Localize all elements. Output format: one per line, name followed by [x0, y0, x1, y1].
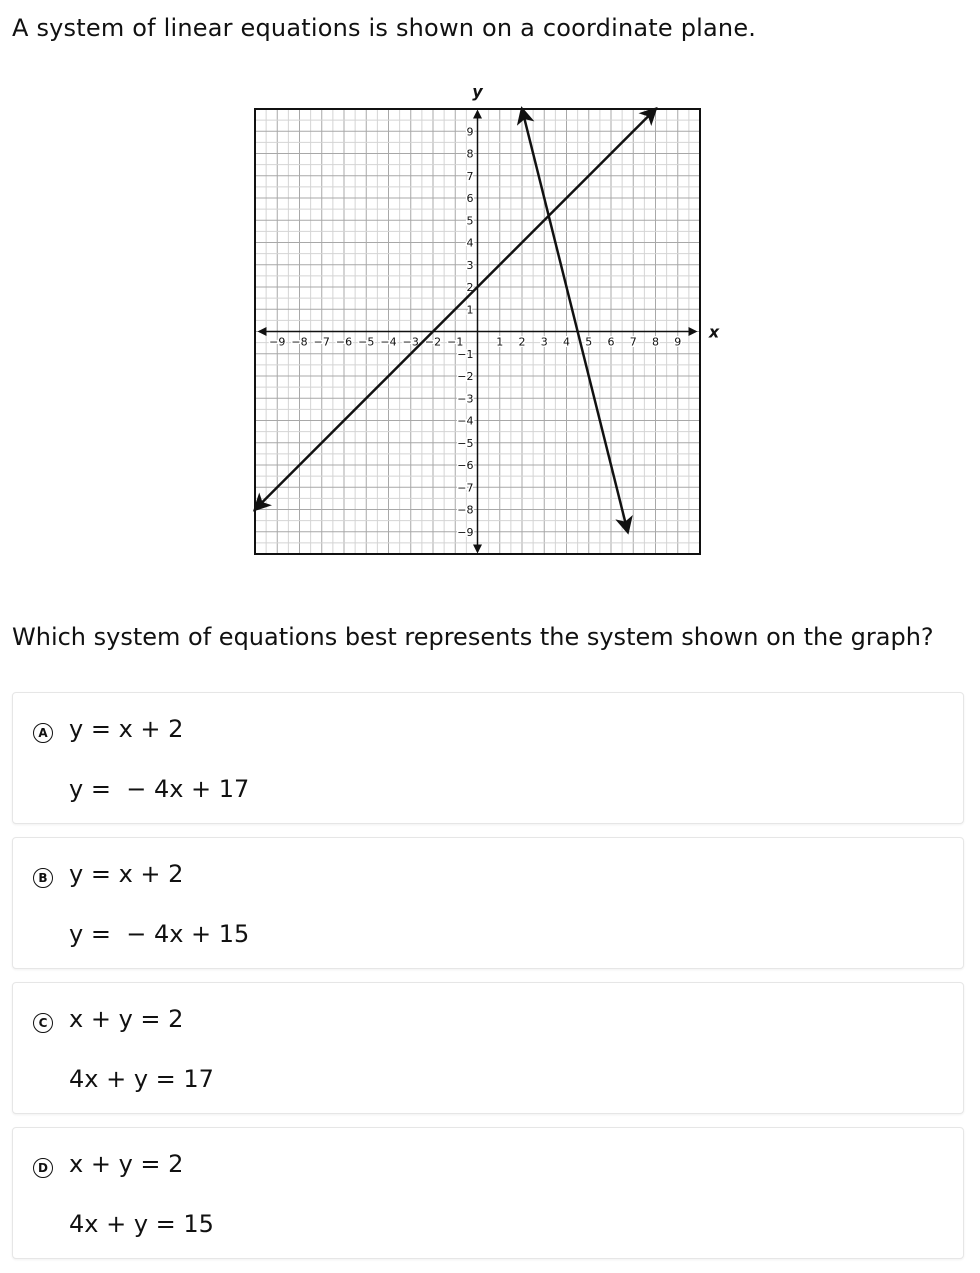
x-tick-label: 1 [496, 335, 504, 349]
option-b-equation-2: y = − 4x + 15 [69, 920, 250, 948]
x-tick-label: 5 [585, 335, 593, 349]
graph-svg [248, 80, 718, 570]
x-tick-label: −7 [313, 335, 330, 349]
answer-options [12, 692, 964, 1272]
option-d-equation-2: 4x + y = 15 [69, 1210, 214, 1238]
option-b-equation-1: y = x + 2 [69, 860, 184, 888]
prompt-text: A system of linear equations is shown on a coordinate plane. [12, 14, 757, 42]
x-tick-label: −3 [402, 335, 419, 349]
x-tick-label: 2 [518, 335, 526, 349]
y-tick-label: −9 [457, 525, 474, 539]
y-tick-label: 5 [466, 214, 474, 228]
option-a-letter-badge: A [33, 723, 53, 743]
option-c[interactable] [12, 982, 964, 1114]
x-tick-label: 6 [607, 335, 615, 349]
x-tick-label: 9 [674, 335, 682, 349]
x-tick-label: 7 [629, 335, 637, 349]
y-tick-label: −8 [457, 503, 474, 517]
y-tick-label: −6 [457, 459, 474, 472]
y-tick-label: 6 [466, 192, 474, 205]
option-c-equation-1: x + y = 2 [69, 1005, 184, 1033]
x-tick-label: −9 [269, 335, 286, 349]
y-axis-label: y [472, 82, 483, 101]
coordinate-plane [248, 80, 718, 570]
question-text: Which system of equations best represents the system shown on the graph? [12, 623, 934, 651]
y-tick-label: −3 [457, 392, 474, 406]
x-tick-label: −5 [358, 335, 375, 349]
y-tick-label: 1 [466, 303, 474, 317]
option-b[interactable] [12, 837, 964, 969]
option-c-equation-2: 4x + y = 17 [69, 1065, 214, 1093]
y-tick-label: −4 [457, 414, 474, 428]
option-c-letter-badge: C [33, 1013, 53, 1033]
y-tick-label: −5 [457, 436, 474, 450]
x-tick-label: 3 [540, 335, 548, 349]
x-tick-label: −4 [380, 335, 397, 349]
option-d[interactable] [12, 1127, 964, 1259]
option-a-equation-1: y = x + 2 [69, 715, 184, 743]
y-tick-label: −2 [457, 370, 474, 383]
option-b-letter-badge: B [33, 868, 53, 888]
x-tick-label: 4 [563, 335, 570, 349]
y-tick-label: 8 [466, 147, 474, 161]
x-tick-label: −2 [424, 335, 442, 349]
y-tick-label: −1 [457, 347, 474, 361]
y-tick-label: −7 [457, 481, 474, 495]
y-tick-label: 7 [466, 169, 474, 183]
option-d-letter-badge: D [33, 1158, 53, 1178]
y-tick-label: 3 [466, 258, 474, 272]
option-d-equation-1: x + y = 2 [69, 1150, 184, 1178]
x-tick-label: −6 [335, 335, 353, 349]
x-tick-label: −1 [447, 335, 464, 349]
x-tick-label: −8 [291, 335, 308, 349]
y-tick-label: 2 [466, 281, 474, 294]
y-tick-label: 4 [466, 236, 474, 250]
x-axis-label: x [708, 322, 720, 342]
y-tick-label: 9 [466, 125, 474, 139]
option-a[interactable] [12, 692, 964, 824]
option-a-equation-2: y = − 4x + 17 [69, 775, 250, 803]
x-tick-label: 8 [652, 335, 659, 349]
